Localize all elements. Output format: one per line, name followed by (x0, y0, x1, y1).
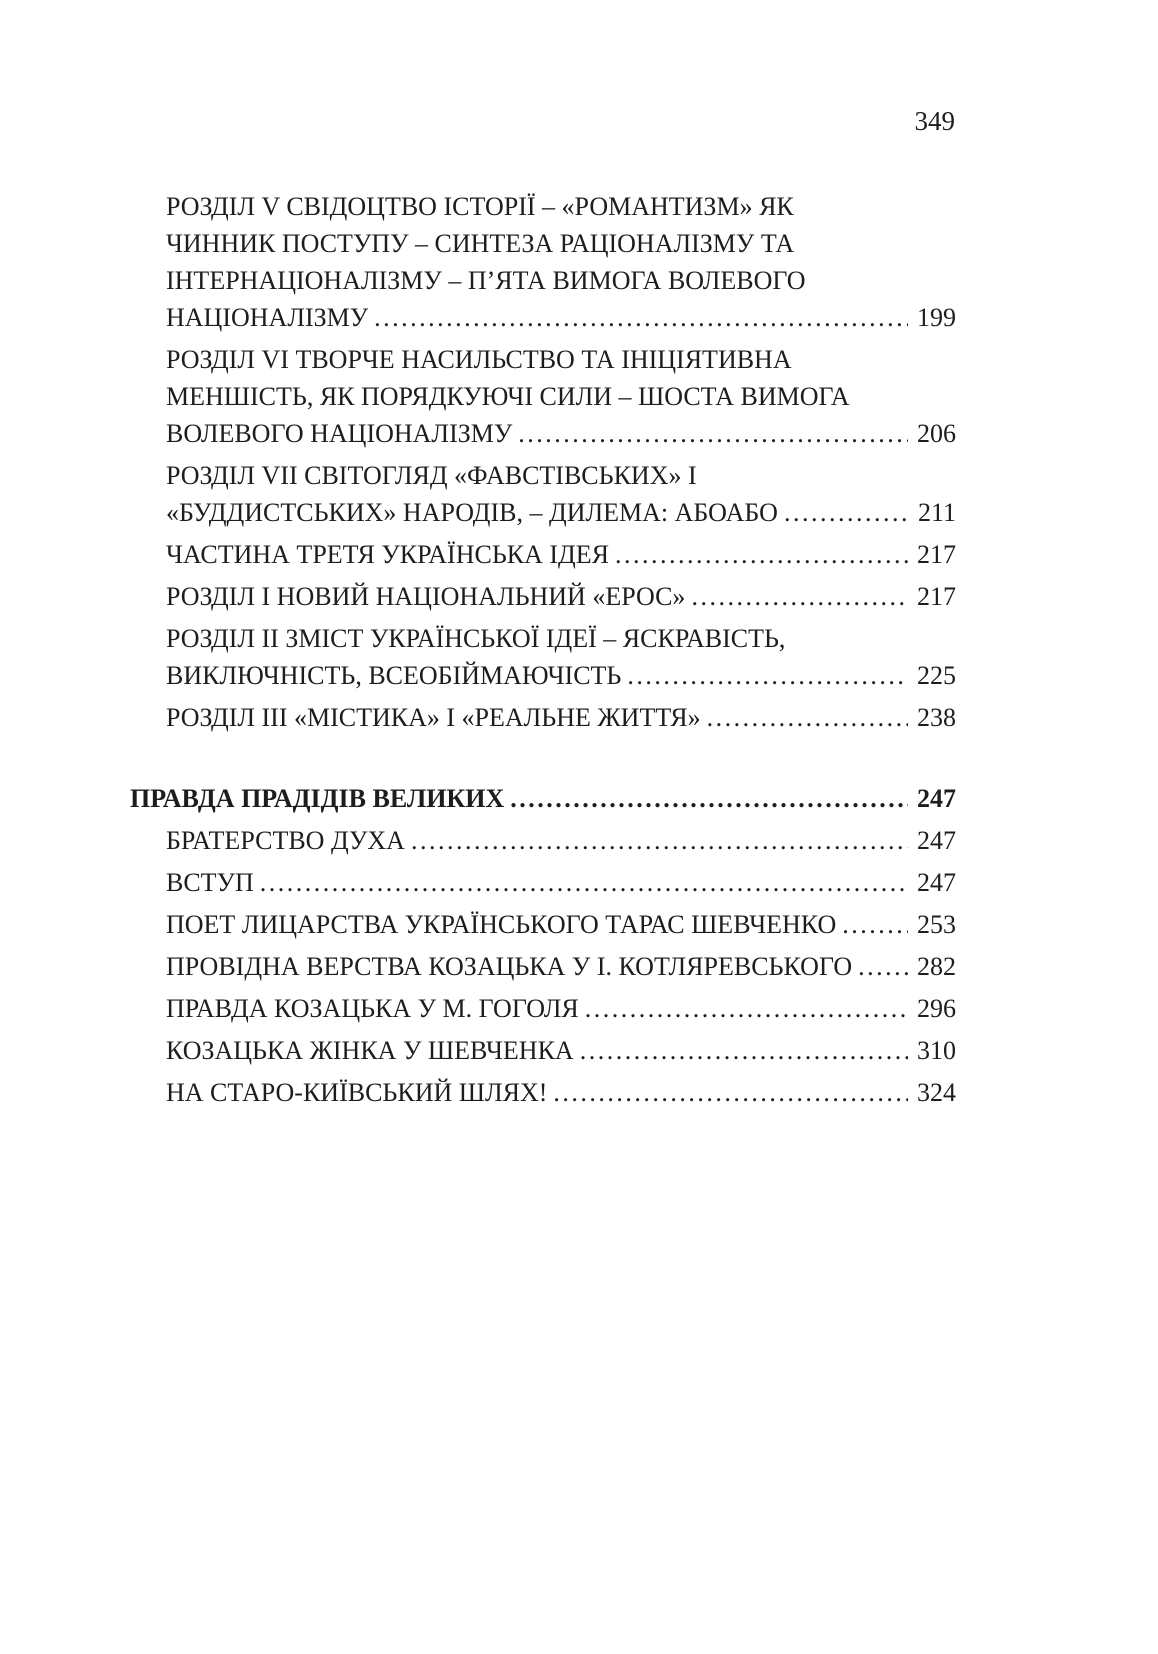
toc-entry (130, 864, 956, 901)
toc-entry-text: РОЗДІЛ V СВІДОЦТВО ІСТОРІЇ – «РОМАНТИЗМ» ЯК (166, 192, 794, 221)
toc-entry-page: 324 (917, 1078, 956, 1107)
toc-entry-text: РОЗДІЛ І НОВИЙ НАЦІОНАЛЬНИЙ «ЕРОС» (166, 582, 686, 611)
toc-entry-text: ПРАВДА ПРАДІДІВ ВЕЛИКИХ (130, 784, 505, 813)
toc-entry-text: РОЗДІЛ VI ТВОРЧЕ НАСИЛЬСТВО ТА ІНІЦІЯТИВНА (166, 345, 792, 374)
toc-entry (130, 457, 956, 531)
toc-entry-page: 217 (917, 540, 956, 569)
toc-entry (130, 341, 956, 452)
toc-entry (130, 699, 956, 736)
toc-entry-page: 247 (917, 784, 956, 813)
toc-entry (130, 578, 956, 615)
dotted-leader (707, 699, 908, 736)
toc-entry-lastline (166, 906, 956, 943)
toc-entry-page: 199 (917, 303, 956, 332)
toc-entry-page: 282 (917, 952, 956, 981)
toc-entry-lastline (166, 822, 956, 859)
dotted-leader (510, 780, 908, 817)
toc-entry (130, 536, 956, 573)
toc-entry-page: 247 (917, 868, 956, 897)
toc-entry (130, 780, 956, 817)
dotted-leader (260, 864, 908, 901)
dotted-leader (784, 494, 908, 531)
dotted-leader (411, 822, 908, 859)
toc-entry-lastline (166, 657, 956, 694)
toc-entry-text: ІНТЕРНАЦІОНАЛІЗМУ – П’ЯТА ВИМОГА ВОЛЕВОГО (166, 266, 806, 295)
toc-entry-lastline (166, 699, 956, 736)
toc-entry (130, 948, 956, 985)
toc-entry-lastline (166, 1032, 956, 1069)
toc-entry-lastline (166, 494, 956, 531)
toc-entry-text: РОЗДІЛ ІІ ЗМІСТ УКРАЇНСЬКОЇ ІДЕЇ – ЯСКРАВІСТЬ, (166, 624, 786, 653)
toc-entry (130, 906, 956, 943)
toc-entry-text: КОЗАЦЬКА ЖІНКА У ШЕВЧЕНКА (166, 1036, 574, 1065)
toc-entry-lastline (166, 948, 956, 985)
toc-entry-page: 238 (917, 703, 956, 732)
toc-entry-text: ПРАВДА КОЗАЦЬКА У М. ГОГОЛЯ (166, 994, 579, 1023)
toc-entry-lastline (166, 299, 956, 336)
dotted-leader (858, 948, 908, 985)
toc-entry-text: ЧАСТИНА ТРЕТЯ УКРАЇНСЬКА ІДЕЯ (166, 540, 609, 569)
dotted-leader (580, 1032, 908, 1069)
toc-entry (130, 1032, 956, 1069)
toc-entry-page: 296 (917, 994, 956, 1023)
dotted-leader (615, 536, 908, 573)
dotted-leader (842, 906, 908, 943)
toc-entry-page: 211 (917, 498, 956, 527)
toc-entry-text: ВСТУП (166, 868, 254, 897)
toc-entry-text: МЕНШІСТЬ, ЯК ПОРЯДКУЮЧІ СИЛИ – ШОСТА ВИМОГА (166, 382, 850, 411)
toc-entry-text: ЧИННИК ПОСТУПУ – СИНТЕЗА РАЦІОНАЛІЗМУ ТА (166, 229, 795, 258)
toc-entry-lastline (166, 415, 956, 452)
toc-entry-text: БРАТЕРСТВО ДУХА (166, 826, 405, 855)
toc-entry-text: ПОЕТ ЛИЦАРСТВА УКРАЇНСЬКОГО ТАРАС ШЕВЧЕНКО (166, 910, 837, 939)
toc-list (130, 188, 956, 1116)
toc-entry-page: 253 (917, 910, 956, 939)
toc-entry-text: ПРОВІДНА ВЕРСТВА КОЗАЦЬКА У І. КОТЛЯРЕВСЬКОГО (166, 952, 853, 981)
toc-entry (130, 620, 956, 694)
toc-entry-lastline (166, 1074, 956, 1111)
page-number: 349 (914, 106, 955, 136)
toc-entry-page: 206 (917, 419, 956, 448)
toc-entry-page: 310 (917, 1036, 956, 1065)
toc-entry-lastline (166, 990, 956, 1027)
dotted-leader (518, 415, 908, 452)
dotted-leader (553, 1074, 908, 1111)
toc-entry-lastline (166, 536, 956, 573)
toc-entry-text: «БУДДИСТСЬКИХ» НАРОДІВ, – ДИЛЕМА: АБОАБО (166, 498, 778, 527)
toc-entry-page: 217 (917, 582, 956, 611)
toc-entry-text: ВИКЛЮЧНІСТЬ, ВСЕОБІЙМАЮЧІСТЬ (166, 661, 622, 690)
toc-entry (130, 990, 956, 1027)
toc-entry-lastline (130, 780, 956, 817)
toc-entry (130, 822, 956, 859)
toc-entry-text: РОЗДІЛ VII СВІТОГЛЯД «ФАВСТІВСЬКИХ» І (166, 461, 697, 490)
toc-entry-lastline (166, 864, 956, 901)
toc-entry-text: РОЗДІЛ ІІІ «МІСТИКА» І «РЕАЛЬНЕ ЖИТТЯ» (166, 703, 701, 732)
toc-entry-text: НАЦІОНАЛІЗМУ (166, 303, 369, 332)
toc-entry-page: 225 (917, 661, 956, 690)
toc-entry-text: НА СТАРО-КИЇВСЬКИЙ ШЛЯХ! (166, 1078, 548, 1107)
dotted-leader (691, 578, 908, 615)
toc-entry (130, 1074, 956, 1111)
toc-entry-text: ВОЛЕВОГО НАЦІОНАЛІЗМУ (166, 419, 513, 448)
dotted-leader (374, 299, 908, 336)
dotted-leader (585, 990, 908, 1027)
toc-entry-lastline (166, 578, 956, 615)
toc-entry-page: 247 (917, 826, 956, 855)
toc-entry (130, 188, 956, 336)
dotted-leader (627, 657, 908, 694)
